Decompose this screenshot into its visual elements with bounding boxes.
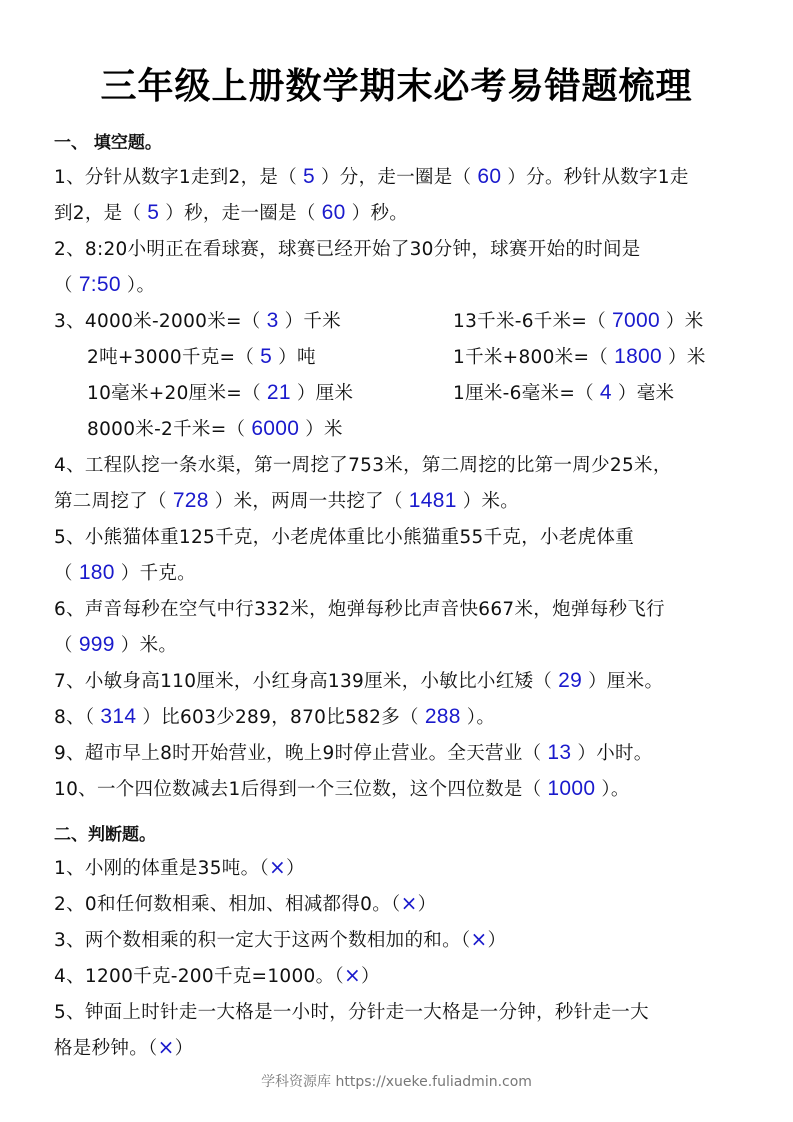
question-text: ）。: [126, 275, 156, 296]
answer: 60: [477, 165, 502, 188]
question-text: ）米: [668, 347, 706, 368]
answer: 1481: [408, 489, 457, 512]
question-8: [54, 703, 495, 729]
answer: 1000: [547, 777, 596, 800]
answer: 314: [100, 705, 137, 728]
question-text: 1千米+800米=（: [453, 347, 609, 368]
question-2-line-2: [54, 271, 155, 297]
question-text: ）小时。: [577, 743, 653, 764]
question-text: ）比603少289，870比582多（: [142, 707, 419, 728]
section-judge-heading: 二、判断题。: [54, 825, 156, 845]
question-3-item-2: [453, 307, 704, 333]
judge-question-3: [54, 926, 506, 952]
answer: 1800: [614, 345, 663, 368]
judge-question-5-line-2: [54, 1034, 193, 1060]
question-text: ）米: [665, 311, 704, 332]
answer: 29: [558, 669, 583, 692]
question-text: 2吨+3000千克=（: [87, 347, 255, 368]
question-text: 4、1200千克-200千克=1000。（: [54, 966, 344, 987]
question-text: （: [54, 563, 73, 584]
question-text: ）毫米: [617, 383, 675, 404]
question-3-item-6: [453, 379, 674, 405]
question-3-item-1: [54, 307, 341, 333]
cross-mark-icon: ×: [400, 891, 418, 915]
question-2-line-1: 2、8:20小明正在看球赛，球赛已经开始了30分钟，球赛开始的时间是: [54, 239, 641, 260]
question-text: 3、4000米-2000米=（: [54, 311, 261, 332]
answer: 7000: [612, 309, 660, 332]
question-text: 1、小刚的体重是35吨。（: [54, 858, 269, 879]
question-text: ）: [174, 1038, 194, 1059]
question-4-line-1: 4、工程队挖一条水渠，第一周挖了753米，第二周挖的比第一周少25米，: [54, 455, 672, 476]
question-text: 10毫米+20厘米=（: [87, 383, 261, 404]
answer: 180: [78, 561, 115, 584]
page-title: 三年级上册数学期末必考易错题梳理: [100, 66, 693, 107]
question-text: 1厘米-6毫米=（: [453, 383, 594, 404]
question-text: 1、分针从数字1走到2，是（: [54, 167, 298, 188]
question-text: 格是秒钟。（: [54, 1038, 158, 1059]
question-text: ）秒。: [351, 203, 409, 224]
question-text: ）千米: [284, 311, 341, 332]
answer: 5: [147, 201, 160, 224]
question-text: 13千米-6千米=（: [453, 311, 606, 332]
answer: 5: [303, 165, 315, 188]
question-3-item-4: [453, 343, 706, 369]
cross-mark-icon: ×: [157, 1035, 175, 1059]
question-text: ）千克。: [120, 563, 196, 584]
cross-mark-icon: ×: [470, 927, 488, 951]
section-fill-blank-heading: 一、 填空题。: [54, 133, 162, 153]
question-text: ）米。: [120, 635, 178, 656]
question-text: 到2，是（: [54, 203, 142, 224]
question-text: 第二周挖了（: [54, 491, 167, 512]
question-text: 9、超市早上8时开始营业，晚上9时停止营业。全天营业（: [54, 743, 542, 764]
question-text: ）吨: [278, 347, 316, 368]
question-5-line-2: [54, 559, 196, 585]
answer: 5: [260, 345, 273, 368]
answer: 288: [424, 705, 461, 728]
question-text: （: [54, 275, 73, 296]
question-text: 7、小敏身高110厘米，小红身高139厘米，小敏比小红矮（: [54, 671, 553, 692]
question-text: ）分。秒针从数字1走: [507, 167, 689, 188]
question-text: 8、（: [54, 707, 95, 728]
footer-watermark: 学科资源库 https://xueke.fuliadmin.com: [261, 1074, 532, 1090]
answer: 4: [599, 381, 612, 404]
question-3-item-3: [87, 343, 316, 369]
question-3-item-7: [87, 415, 343, 441]
question-text: ）厘米。: [588, 671, 664, 692]
question-text: 10、一个四位数减去1后得到一个三位数，这个四位数是（: [54, 779, 542, 800]
question-4-line-2: [54, 487, 519, 513]
question-text: ）米，两周一共挖了（: [214, 491, 403, 512]
question-text: ）: [286, 858, 305, 879]
question-text: ）: [361, 966, 380, 987]
answer: 13: [547, 741, 572, 764]
question-3-item-5: [87, 379, 353, 405]
answer: 21: [266, 381, 291, 404]
answer: 6000: [251, 417, 300, 440]
question-text: 8000米-2千米=（: [87, 419, 246, 440]
judge-question-2: [54, 890, 436, 916]
judge-question-4: [54, 962, 380, 988]
question-text: ）米。: [462, 491, 520, 512]
question-text: ）米: [305, 419, 343, 440]
question-1-line-2: [54, 199, 408, 225]
answer: 60: [321, 201, 346, 224]
question-1-line-1: [54, 163, 689, 189]
question-text: ）秒，走一圈是（: [165, 203, 316, 224]
question-text: ）。: [601, 779, 630, 800]
question-10: [54, 775, 630, 801]
answer: 3: [266, 309, 279, 332]
question-text: ）分，走一圈是（: [321, 167, 472, 188]
judge-question-5-line-1: 5、钟面上时针走一大格是一小时，分针走一大格是一分钟，秒针走一大: [54, 1002, 649, 1023]
answer: 7:50: [78, 273, 121, 296]
question-7: [54, 667, 663, 693]
question-text: ）。: [466, 707, 496, 728]
question-6-line-1: 6、声音每秒在空气中行332米，炮弹每秒比声音快667米，炮弹每秒飞行: [54, 599, 665, 620]
question-text: 2、0和任何数相乘、相加、相减都得0。（: [54, 894, 401, 915]
question-text: （: [54, 635, 73, 656]
question-text: ）: [487, 930, 507, 951]
question-text: 3、两个数相乘的积一定大于这两个数相加的和。（: [54, 930, 471, 951]
question-5-line-1: 5、小熊猫体重125千克，小老虎体重比小熊猫重55千克，小老虎体重: [54, 527, 635, 548]
answer: 728: [172, 489, 209, 512]
cross-mark-icon: ×: [268, 855, 287, 879]
question-text: ）厘米: [296, 383, 354, 404]
question-text: ）: [417, 894, 437, 915]
question-6-line-2: [54, 631, 177, 657]
cross-mark-icon: ×: [343, 963, 362, 987]
answer: 999: [78, 633, 115, 656]
judge-question-1: [54, 854, 305, 880]
question-9: [54, 739, 653, 765]
